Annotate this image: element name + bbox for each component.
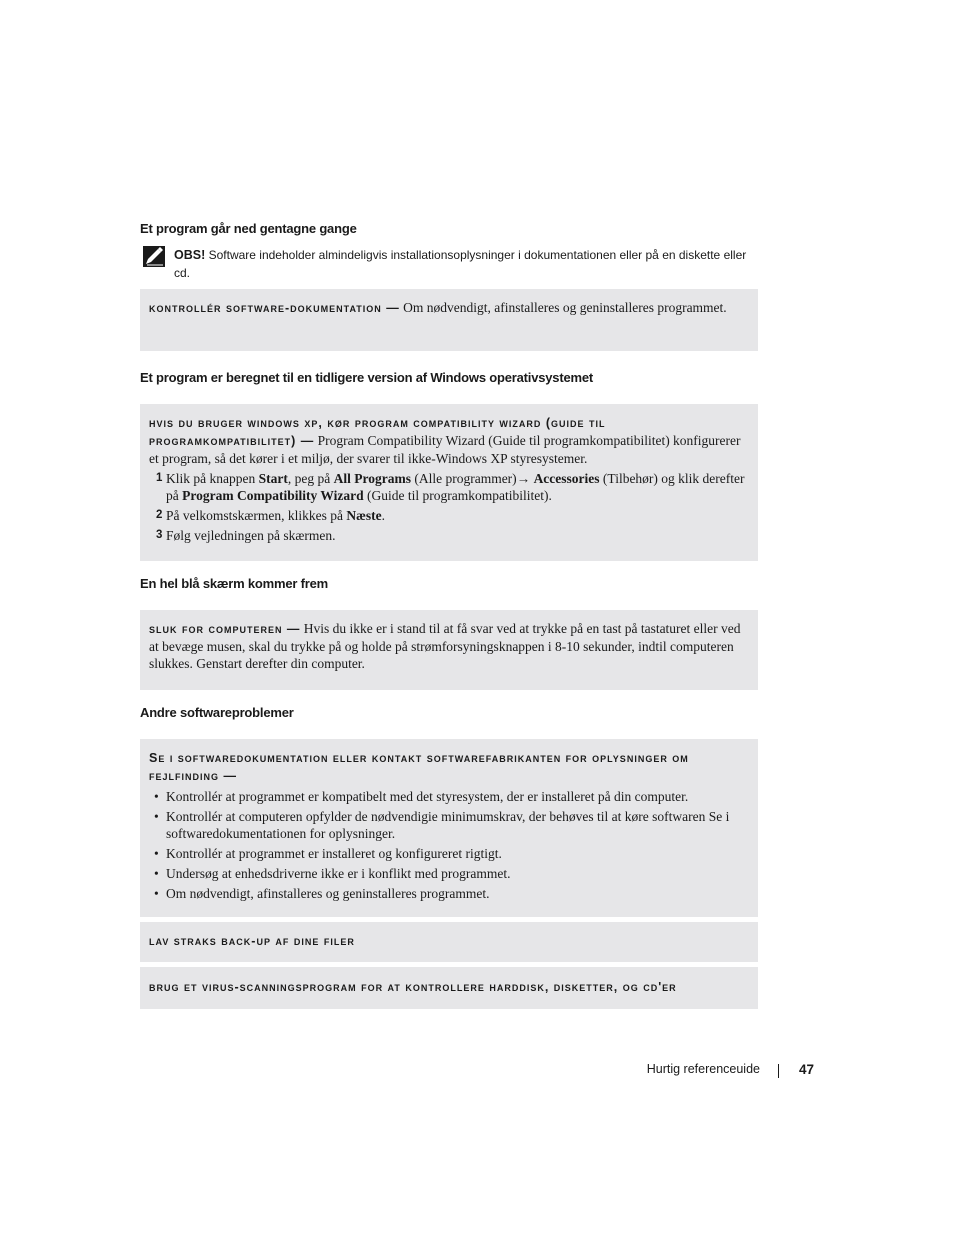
box-title-backup: lav straks back-up af dine filer bbox=[149, 934, 355, 948]
bullet-item: • Kontrollér at programmet er kompatibelt med det styresystem, der er installeret på din computer. bbox=[149, 788, 749, 805]
box-title-check-documentation: kontrollér software-dokumentation — bbox=[149, 301, 400, 315]
step-bold: Accessories bbox=[533, 471, 600, 486]
step-text: (Guide til programkompatibilitet). bbox=[363, 488, 552, 503]
troubleshooting-bullets bbox=[149, 788, 749, 902]
bullet-item: • Om nødvendigt, afinstalleres og geninstalleres programmet. bbox=[149, 885, 749, 902]
compatibility-steps bbox=[149, 470, 749, 544]
bullet-item: • Kontrollér at computeren opfylder de nødvendigie minimumskrav, der behøves til at køre softwaren Se i softwaredokumentationen for oplysninger. bbox=[149, 808, 749, 842]
box-title-virus-scan: brug et virus-scanningsprogram for at kontrollere harddisk, disketter, og cd'er bbox=[149, 980, 677, 994]
step-item bbox=[149, 527, 749, 544]
page-number: 47 bbox=[798, 1062, 814, 1077]
box-backup-files bbox=[140, 922, 758, 962]
heading-other-software-problems: Andre softwareproblemer bbox=[140, 705, 294, 720]
footer-divider bbox=[778, 1064, 779, 1078]
box-text-turn-off: Hvis du ikke er i stand til at få svar ved at trykke på en tast på tastaturet eller ved at bevæge musen, skal du trykke på og holde på strømforsyningsknappen i 8-10 sekunder, indtil computeren slukkes. Genstart derefter din computer. bbox=[149, 621, 741, 671]
heading-blue-screen: En hel blå skærm kommer frem bbox=[140, 576, 329, 591]
page-footer bbox=[600, 1062, 814, 1080]
note-label: OBS! bbox=[174, 248, 206, 262]
box-text-check-documentation: Om nødvendigt, afinstalleres og geninstalleres programmet. bbox=[403, 300, 727, 315]
footer-title: Hurtig referenceuide bbox=[646, 1062, 760, 1076]
box-software-documentation bbox=[140, 739, 758, 917]
step-bold: All Programs bbox=[333, 471, 411, 486]
box-text-compatibility-wizard: Program Compatibility Wizard (Guide til programkompatibilitet) konfigurerer et program, så det kører i et miljø, der svarer til ikke-Windows XP styresystemer. bbox=[149, 433, 741, 466]
bullet-item: • Kontrollér at programmet er installeret og konfigureret rigtigt. bbox=[149, 845, 749, 862]
step-text: På velkomstskærmen, klikkes på bbox=[166, 508, 347, 523]
box-title-software-documentation: Se i softwaredokumentation eller kontakt softwarefabrikanten for oplysninger om fejlfinding — bbox=[149, 751, 689, 783]
step-bold: Start bbox=[258, 471, 288, 486]
step-text: . bbox=[381, 508, 385, 523]
bullet-item: • Undersøg at enhedsdriverne ikke er i konflikt med programmet. bbox=[149, 865, 749, 882]
note-body: Software indeholder almindeligvis installationsoplysninger i dokumentationen eller på en diskette eller cd. bbox=[174, 248, 747, 280]
step-text: (Alle programmer)→ bbox=[410, 471, 534, 486]
box-compatibility-wizard bbox=[140, 404, 758, 561]
step-text: Følg vejledningen på skærmen. bbox=[166, 528, 336, 543]
step-item bbox=[149, 470, 749, 504]
note-text bbox=[174, 246, 759, 282]
heading-older-windows-program: Et program er beregnet til en tidligere version af Windows operativsystemet bbox=[140, 370, 594, 385]
pencil-note-icon bbox=[143, 246, 165, 267]
step-number: 2 bbox=[156, 509, 163, 521]
step-bold: Næste bbox=[346, 508, 382, 523]
box-title-compatibility-wizard: hvis du bruger windows xp, kør program compatibility wizard (guide til programkompatibilitet) — bbox=[149, 416, 606, 448]
box-turn-off-computer bbox=[140, 610, 758, 690]
box-title-turn-off: sluk for computeren — bbox=[149, 622, 301, 636]
heading-program-crashes: Et program går ned gentagne gange bbox=[140, 221, 357, 236]
step-number: 1 bbox=[156, 472, 163, 484]
step-item bbox=[149, 507, 749, 524]
step-text: Klik på knappen bbox=[166, 471, 259, 486]
step-number: 3 bbox=[156, 529, 163, 541]
box-check-documentation bbox=[140, 289, 758, 351]
box-virus-scan bbox=[140, 967, 758, 1009]
step-text: (Tilbehør) og klik derefter på bbox=[166, 471, 745, 503]
step-bold: Program Compatibility Wizard bbox=[182, 488, 364, 503]
step-text: , peg på bbox=[287, 471, 334, 486]
